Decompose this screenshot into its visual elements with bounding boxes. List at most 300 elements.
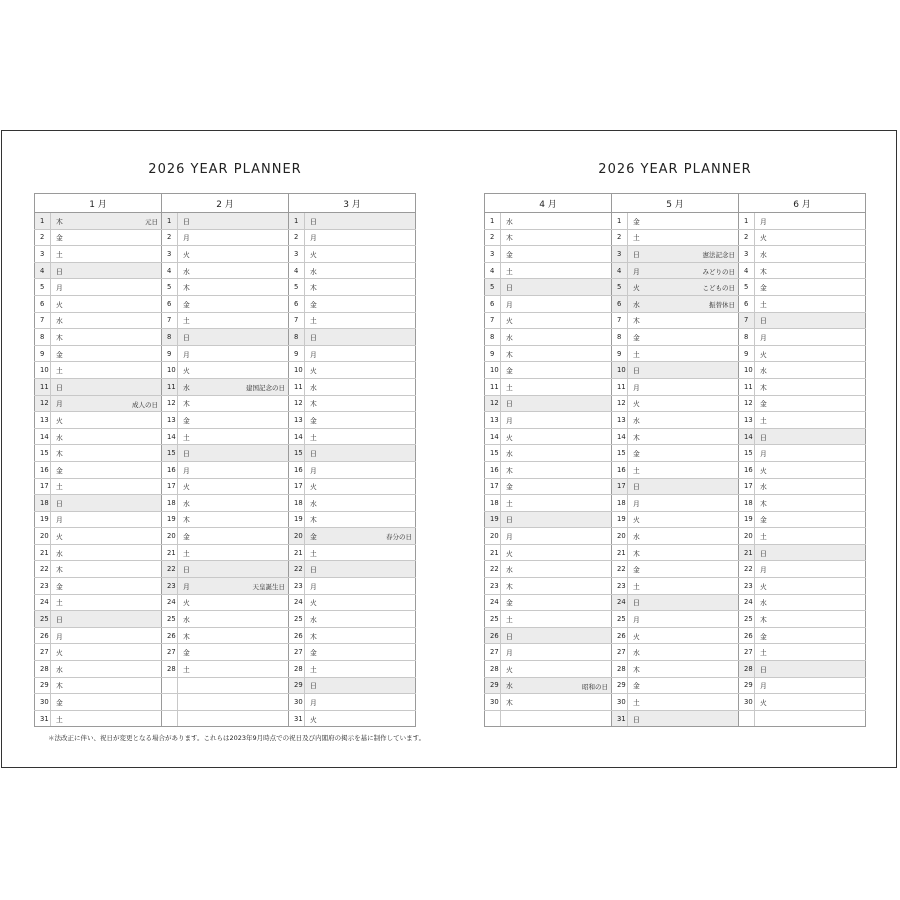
weekday-cell[interactable] <box>755 694 866 711</box>
weekday-cell[interactable] <box>51 611 162 628</box>
day-number: 29 <box>35 677 51 694</box>
weekday-label: 木 <box>183 284 190 293</box>
weekday-label: 水 <box>310 499 317 508</box>
weekday-label: 木 <box>760 499 767 508</box>
weekday-cell[interactable] <box>501 345 612 362</box>
day-number: 17 <box>35 478 51 495</box>
weekday-label: 土 <box>760 649 767 658</box>
weekday-cell[interactable] <box>755 644 866 661</box>
weekday-cell[interactable] <box>501 395 612 412</box>
weekday-cell[interactable] <box>178 312 289 329</box>
weekday-cell[interactable] <box>755 594 866 611</box>
day-number: 23 <box>162 578 178 595</box>
day-number: 8 <box>612 329 628 346</box>
day-number: 6 <box>485 295 501 312</box>
weekday-cell[interactable] <box>51 295 162 312</box>
weekday-cell[interactable] <box>305 561 416 578</box>
weekday-cell[interactable] <box>51 561 162 578</box>
weekday-cell[interactable] <box>178 511 289 528</box>
day-number: 16 <box>289 461 305 478</box>
day-number: 26 <box>485 627 501 644</box>
weekday-cell[interactable] <box>178 578 289 595</box>
day-number: 20 <box>289 528 305 545</box>
weekday-label: 月 <box>56 400 63 409</box>
weekday-cell[interactable] <box>755 395 866 412</box>
weekday-cell[interactable] <box>305 345 416 362</box>
weekday-cell[interactable] <box>178 378 289 395</box>
holiday-label: 元日 <box>145 218 158 226</box>
weekday-cell[interactable] <box>755 461 866 478</box>
day-number: 11 <box>162 378 178 395</box>
weekday-cell[interactable] <box>51 412 162 429</box>
day-number: 17 <box>485 478 501 495</box>
weekday-cell[interactable] <box>755 378 866 395</box>
weekday-cell[interactable] <box>755 279 866 296</box>
weekday-cell[interactable] <box>501 362 612 379</box>
day-number: 14 <box>289 428 305 445</box>
weekday-label: 日 <box>310 566 317 575</box>
weekday-cell[interactable] <box>305 428 416 445</box>
weekday-cell[interactable] <box>501 213 612 230</box>
day-number: 18 <box>612 495 628 512</box>
day-number: 8 <box>739 329 755 346</box>
day-row <box>35 445 416 462</box>
day-number: 23 <box>289 578 305 595</box>
weekday-cell[interactable] <box>178 428 289 445</box>
weekday-cell[interactable] <box>178 229 289 246</box>
weekday-label: 土 <box>506 616 513 625</box>
day-number: 13 <box>289 412 305 429</box>
weekday-cell[interactable] <box>628 362 739 379</box>
day-number: 4 <box>739 262 755 279</box>
weekday-label: 土 <box>56 250 63 259</box>
weekday-cell[interactable] <box>628 345 739 362</box>
weekday-cell[interactable] <box>628 295 739 312</box>
weekday-cell[interactable] <box>628 445 739 462</box>
weekday-label: 月 <box>310 466 317 475</box>
weekday-cell[interactable] <box>501 611 612 628</box>
weekday-label: 土 <box>56 599 63 608</box>
weekday-cell[interactable] <box>305 511 416 528</box>
page-title-right: 2026 YEAR PLANNER <box>598 162 752 177</box>
weekday-cell[interactable] <box>501 246 612 263</box>
weekday-label: 日 <box>760 317 767 326</box>
day-number: 3 <box>739 246 755 263</box>
weekday-cell[interactable] <box>755 511 866 528</box>
weekday-cell[interactable] <box>305 495 416 512</box>
weekday-cell[interactable] <box>755 478 866 495</box>
weekday-label: 土 <box>183 665 190 674</box>
weekday-cell[interactable] <box>755 627 866 644</box>
weekday-cell[interactable] <box>501 710 612 727</box>
weekday-cell[interactable] <box>755 611 866 628</box>
weekday-cell[interactable] <box>305 578 416 595</box>
weekday-cell[interactable] <box>178 412 289 429</box>
day-number: 23 <box>35 578 51 595</box>
weekday-label: 土 <box>760 416 767 425</box>
weekday-cell[interactable] <box>305 528 416 545</box>
weekday-cell[interactable] <box>628 627 739 644</box>
weekday-cell[interactable] <box>178 213 289 230</box>
weekday-cell[interactable] <box>628 412 739 429</box>
weekday-cell[interactable] <box>755 561 866 578</box>
weekday-cell[interactable] <box>305 611 416 628</box>
weekday-cell[interactable] <box>501 661 612 678</box>
weekday-cell[interactable] <box>51 312 162 329</box>
weekday-cell[interactable] <box>305 329 416 346</box>
weekday-cell[interactable] <box>305 677 416 694</box>
weekday-cell[interactable] <box>755 445 866 462</box>
day-number: 22 <box>739 561 755 578</box>
day-row <box>35 478 416 495</box>
month-header: 5 月 <box>612 194 739 213</box>
weekday-cell[interactable] <box>305 213 416 230</box>
weekday-cell[interactable] <box>178 345 289 362</box>
weekday-cell[interactable] <box>628 694 739 711</box>
weekday-cell[interactable] <box>51 661 162 678</box>
weekday-cell[interactable] <box>51 428 162 445</box>
weekday-cell[interactable] <box>178 611 289 628</box>
weekday-cell[interactable] <box>178 246 289 263</box>
weekday-cell[interactable] <box>305 694 416 711</box>
weekday-cell[interactable] <box>501 229 612 246</box>
weekday-cell[interactable] <box>51 478 162 495</box>
weekday-cell[interactable] <box>755 345 866 362</box>
weekday-label: 土 <box>633 582 640 591</box>
weekday-cell[interactable] <box>305 362 416 379</box>
weekday-cell[interactable] <box>51 544 162 561</box>
weekday-cell[interactable] <box>628 544 739 561</box>
weekday-cell[interactable] <box>305 594 416 611</box>
day-number <box>162 694 178 711</box>
weekday-cell[interactable] <box>305 295 416 312</box>
weekday-cell[interactable] <box>178 495 289 512</box>
weekday-label: 金 <box>506 367 513 376</box>
weekday-cell[interactable] <box>178 445 289 462</box>
day-number: 18 <box>162 495 178 512</box>
day-number: 30 <box>485 694 501 711</box>
weekday-cell[interactable] <box>305 710 416 727</box>
day-number: 10 <box>485 362 501 379</box>
weekday-label: 金 <box>633 217 640 226</box>
weekday-label: 土 <box>183 317 190 326</box>
weekday-cell[interactable] <box>51 229 162 246</box>
day-row <box>35 677 416 694</box>
weekday-cell[interactable] <box>628 495 739 512</box>
day-row <box>485 544 866 561</box>
weekday-cell[interactable] <box>51 345 162 362</box>
weekday-cell[interactable] <box>501 378 612 395</box>
weekday-cell[interactable] <box>178 644 289 661</box>
weekday-cell[interactable] <box>501 544 612 561</box>
weekday-cell[interactable] <box>51 694 162 711</box>
day-number: 8 <box>485 329 501 346</box>
weekday-cell[interactable] <box>628 312 739 329</box>
weekday-cell[interactable] <box>178 329 289 346</box>
weekday-label: 火 <box>633 632 640 641</box>
day-number: 16 <box>739 461 755 478</box>
weekday-cell[interactable] <box>628 528 739 545</box>
holiday-label: 成人の日 <box>132 400 158 409</box>
day-number: 22 <box>612 561 628 578</box>
weekday-cell[interactable] <box>178 661 289 678</box>
day-number: 26 <box>35 627 51 644</box>
weekday-label: 土 <box>56 367 63 376</box>
day-row <box>485 395 866 412</box>
weekday-cell[interactable] <box>628 461 739 478</box>
day-number: 20 <box>739 528 755 545</box>
weekday-cell[interactable] <box>51 329 162 346</box>
day-number: 11 <box>485 378 501 395</box>
weekday-cell[interactable] <box>755 362 866 379</box>
weekday-cell[interactable] <box>178 478 289 495</box>
day-row <box>35 378 416 395</box>
weekday-cell[interactable] <box>51 677 162 694</box>
day-number: 20 <box>485 528 501 545</box>
weekday-label: 日 <box>633 367 640 376</box>
weekday-cell[interactable] <box>501 627 612 644</box>
weekday-cell[interactable] <box>178 262 289 279</box>
day-row <box>35 561 416 578</box>
weekday-cell[interactable] <box>755 578 866 595</box>
weekday-cell[interactable] <box>628 428 739 445</box>
weekday-cell[interactable] <box>755 428 866 445</box>
weekday-cell[interactable] <box>501 677 612 694</box>
weekday-cell[interactable] <box>51 594 162 611</box>
weekday-cell[interactable] <box>51 627 162 644</box>
weekday-cell[interactable] <box>628 578 739 595</box>
weekday-cell[interactable] <box>51 644 162 661</box>
weekday-label: 水 <box>760 599 767 608</box>
day-row <box>35 544 416 561</box>
weekday-cell[interactable] <box>628 279 739 296</box>
weekday-cell[interactable] <box>501 694 612 711</box>
weekday-cell[interactable] <box>51 378 162 395</box>
weekday-cell[interactable] <box>51 213 162 230</box>
weekday-cell[interactable] <box>305 262 416 279</box>
weekday-cell[interactable] <box>755 661 866 678</box>
day-number: 12 <box>485 395 501 412</box>
weekday-label: 月 <box>183 466 190 475</box>
weekday-label: 木 <box>760 616 767 625</box>
weekday-cell[interactable] <box>305 229 416 246</box>
weekday-cell[interactable] <box>755 229 866 246</box>
weekday-label: 火 <box>56 300 63 309</box>
weekday-cell[interactable] <box>501 511 612 528</box>
weekday-cell[interactable] <box>51 578 162 595</box>
weekday-cell[interactable] <box>305 395 416 412</box>
weekday-cell[interactable] <box>628 611 739 628</box>
weekday-label: 水 <box>506 450 513 459</box>
weekday-cell[interactable] <box>628 246 739 263</box>
weekday-cell[interactable] <box>628 229 739 246</box>
weekday-cell[interactable] <box>755 544 866 561</box>
weekday-cell[interactable] <box>305 445 416 462</box>
holiday-label: 憲法記念日 <box>702 251 735 260</box>
weekday-cell[interactable] <box>755 677 866 694</box>
weekday-cell[interactable] <box>305 412 416 429</box>
weekday-label: 金 <box>760 632 767 641</box>
day-number: 10 <box>739 362 755 379</box>
day-row <box>485 412 866 429</box>
weekday-cell[interactable] <box>755 262 866 279</box>
weekday-cell[interactable] <box>755 528 866 545</box>
day-number: 25 <box>612 611 628 628</box>
day-number: 1 <box>35 213 51 230</box>
weekday-label: 火 <box>633 284 640 293</box>
weekday-label: 水 <box>633 300 640 309</box>
weekday-cell[interactable] <box>178 710 289 727</box>
weekday-cell[interactable] <box>755 329 866 346</box>
day-number: 11 <box>612 378 628 395</box>
weekday-cell[interactable] <box>755 710 866 727</box>
weekday-label: 日 <box>310 682 317 691</box>
day-number: 9 <box>612 345 628 362</box>
weekday-cell[interactable] <box>178 677 289 694</box>
weekday-cell[interactable] <box>628 213 739 230</box>
weekday-cell[interactable] <box>178 295 289 312</box>
weekday-cell[interactable] <box>501 262 612 279</box>
weekday-cell[interactable] <box>501 578 612 595</box>
weekday-cell[interactable] <box>755 295 866 312</box>
weekday-label: 月 <box>760 450 767 459</box>
holiday-label: みどりの日 <box>702 267 735 276</box>
day-number: 9 <box>289 345 305 362</box>
weekday-cell[interactable] <box>501 412 612 429</box>
day-row <box>35 246 416 263</box>
weekday-cell[interactable] <box>178 561 289 578</box>
day-number: 17 <box>612 478 628 495</box>
weekday-cell[interactable] <box>178 627 289 644</box>
weekday-cell[interactable] <box>628 644 739 661</box>
day-number: 23 <box>485 578 501 595</box>
weekday-cell[interactable] <box>501 594 612 611</box>
weekday-cell[interactable] <box>628 478 739 495</box>
day-number: 2 <box>612 229 628 246</box>
weekday-cell[interactable] <box>501 495 612 512</box>
weekday-cell[interactable] <box>51 511 162 528</box>
day-number: 24 <box>485 594 501 611</box>
weekday-cell[interactable] <box>178 461 289 478</box>
weekday-cell[interactable] <box>628 561 739 578</box>
weekday-label: 水 <box>633 416 640 425</box>
weekday-label: 日 <box>760 665 767 674</box>
weekday-cell[interactable] <box>305 661 416 678</box>
day-number: 15 <box>35 445 51 462</box>
weekday-label: 金 <box>633 333 640 342</box>
weekday-cell[interactable] <box>628 661 739 678</box>
weekday-cell[interactable] <box>305 644 416 661</box>
weekday-cell[interactable] <box>628 594 739 611</box>
weekday-cell[interactable] <box>51 362 162 379</box>
weekday-cell[interactable] <box>51 279 162 296</box>
weekday-cell[interactable] <box>628 329 739 346</box>
day-row <box>485 213 866 230</box>
day-number: 16 <box>162 461 178 478</box>
weekday-cell[interactable] <box>501 312 612 329</box>
weekday-cell[interactable] <box>628 378 739 395</box>
weekday-cell[interactable] <box>501 428 612 445</box>
weekday-cell[interactable] <box>178 694 289 711</box>
weekday-label: 月 <box>633 383 640 392</box>
day-number: 3 <box>612 246 628 263</box>
weekday-label: 日 <box>183 566 190 575</box>
weekday-cell[interactable] <box>755 412 866 429</box>
weekday-cell[interactable] <box>628 262 739 279</box>
weekday-cell[interactable] <box>501 461 612 478</box>
weekday-cell[interactable] <box>501 644 612 661</box>
weekday-label: 火 <box>633 400 640 409</box>
weekday-cell[interactable] <box>305 478 416 495</box>
weekday-cell[interactable] <box>51 395 162 412</box>
weekday-cell[interactable] <box>305 627 416 644</box>
weekday-cell[interactable] <box>305 378 416 395</box>
day-number: 25 <box>485 611 501 628</box>
weekday-cell[interactable] <box>51 262 162 279</box>
day-number: 27 <box>485 644 501 661</box>
day-number: 5 <box>612 279 628 296</box>
day-number: 13 <box>739 412 755 429</box>
weekday-cell[interactable] <box>305 544 416 561</box>
weekday-cell[interactable] <box>501 329 612 346</box>
day-number: 6 <box>612 295 628 312</box>
weekday-label: 火 <box>760 582 767 591</box>
weekday-cell[interactable] <box>51 495 162 512</box>
day-number: 5 <box>289 279 305 296</box>
weekday-cell[interactable] <box>501 478 612 495</box>
weekday-label: 火 <box>760 350 767 359</box>
day-row <box>485 478 866 495</box>
weekday-cell[interactable] <box>755 246 866 263</box>
weekday-cell[interactable] <box>305 461 416 478</box>
weekday-cell[interactable] <box>51 445 162 462</box>
weekday-cell[interactable] <box>501 445 612 462</box>
weekday-label: 火 <box>183 250 190 259</box>
weekday-cell[interactable] <box>501 561 612 578</box>
weekday-cell[interactable] <box>628 511 739 528</box>
weekday-label: 木 <box>633 317 640 326</box>
weekday-cell[interactable] <box>755 213 866 230</box>
day-row <box>485 445 866 462</box>
weekday-cell[interactable] <box>178 395 289 412</box>
weekday-cell[interactable] <box>178 594 289 611</box>
weekday-cell[interactable] <box>755 312 866 329</box>
weekday-label: 木 <box>310 516 317 525</box>
day-number: 9 <box>162 345 178 362</box>
weekday-cell[interactable] <box>755 495 866 512</box>
weekday-cell[interactable] <box>51 461 162 478</box>
weekday-cell[interactable] <box>305 246 416 263</box>
weekday-cell[interactable] <box>501 528 612 545</box>
weekday-cell[interactable] <box>628 395 739 412</box>
weekday-cell[interactable] <box>178 544 289 561</box>
weekday-cell[interactable] <box>305 279 416 296</box>
weekday-cell[interactable] <box>51 710 162 727</box>
weekday-cell[interactable] <box>51 528 162 545</box>
weekday-cell[interactable] <box>501 295 612 312</box>
weekday-cell[interactable] <box>628 677 739 694</box>
weekday-label: 土 <box>633 466 640 475</box>
weekday-cell[interactable] <box>51 246 162 263</box>
weekday-cell[interactable] <box>178 528 289 545</box>
weekday-cell[interactable] <box>178 362 289 379</box>
day-number: 24 <box>35 594 51 611</box>
weekday-cell[interactable] <box>178 279 289 296</box>
weekday-cell[interactable] <box>305 312 416 329</box>
weekday-label: 木 <box>633 433 640 442</box>
weekday-cell[interactable] <box>628 710 739 727</box>
weekday-cell[interactable] <box>501 279 612 296</box>
